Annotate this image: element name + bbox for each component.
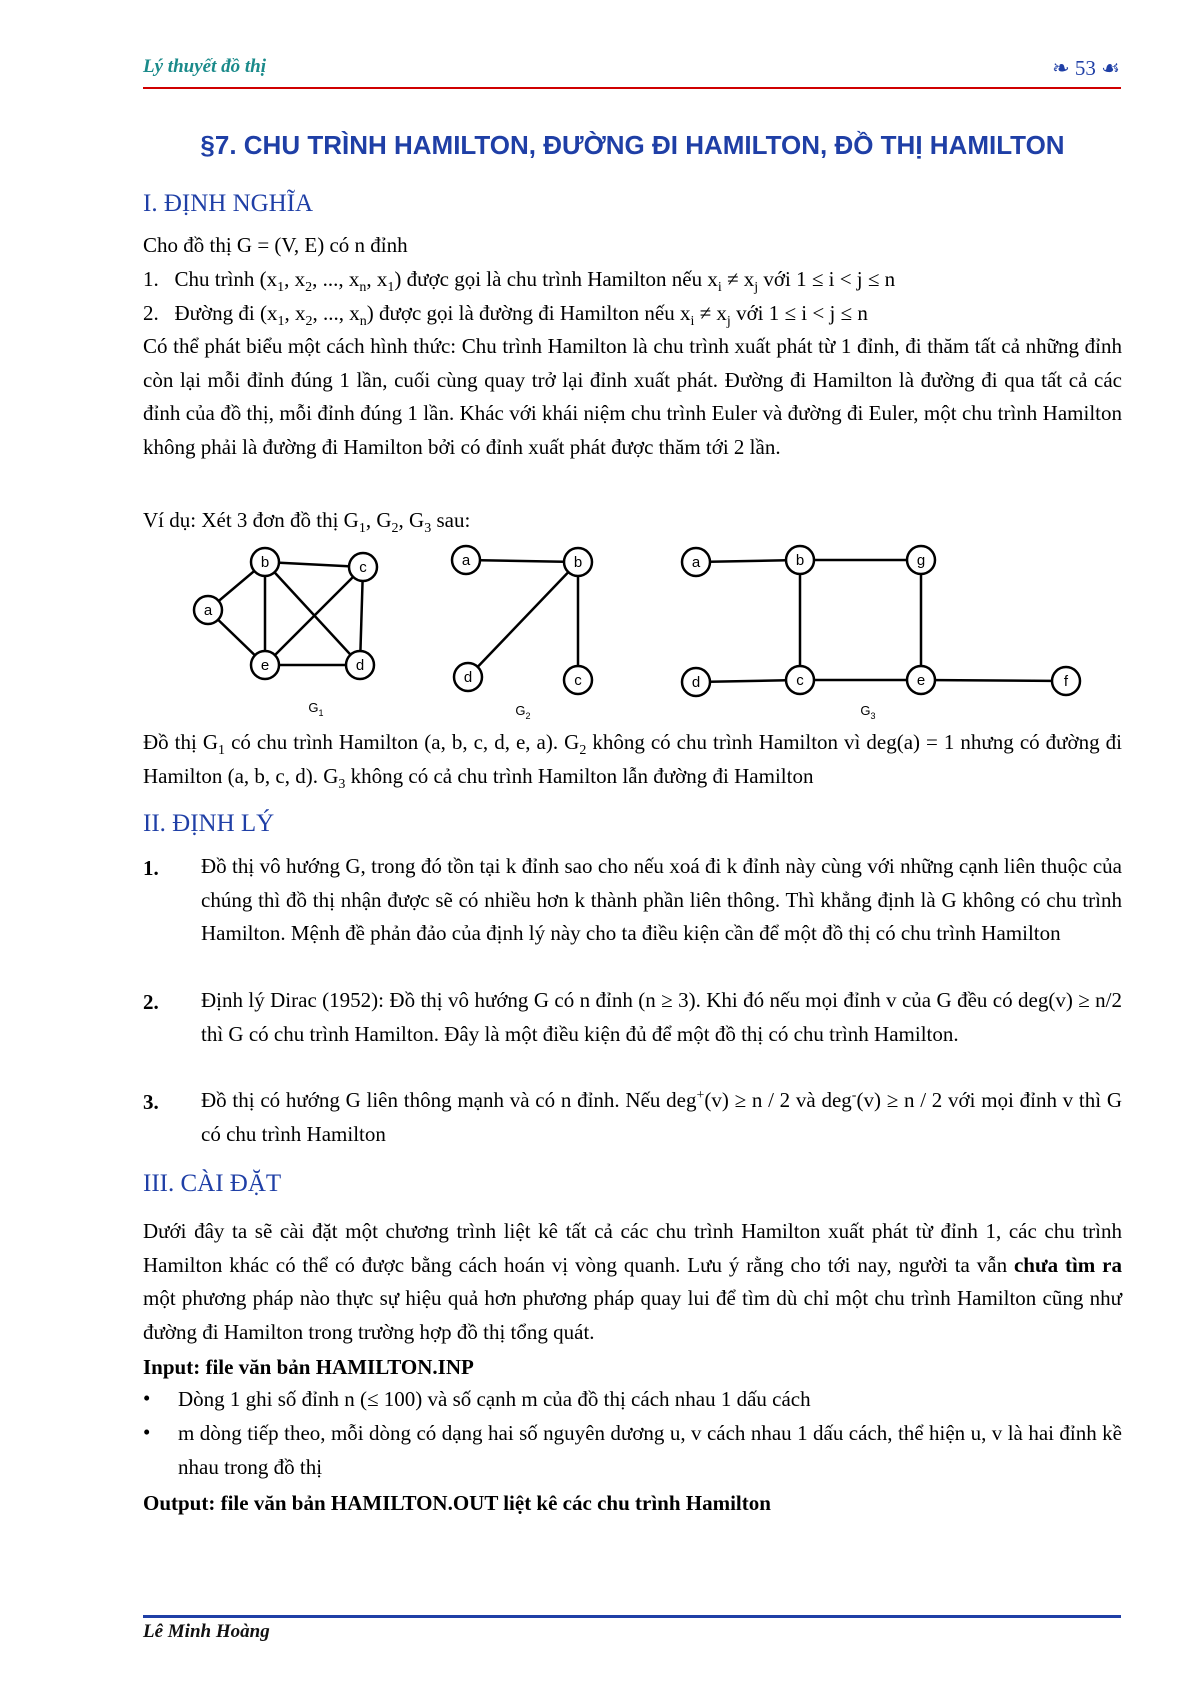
output-label: Output: file văn bản HAMILTON.OUT liệt kê các chu trình Hamilton [143, 1491, 771, 1515]
g3-node-c: c [796, 672, 804, 689]
g2-node-d: d [463, 669, 473, 686]
g1-node-a: a [203, 602, 213, 619]
definition-intro [143, 230, 1122, 260]
page-number: ❧ 53 ☙ [1052, 56, 1120, 80]
footer-rule [143, 1615, 1121, 1618]
bullet-2-marker: • [143, 1420, 151, 1444]
g3-node-b: b [795, 552, 805, 569]
g1-label: $G_1$ [308, 700, 324, 718]
theorem-number-2: 2. [143, 990, 159, 1014]
g3-label: $G_3$ [860, 703, 876, 721]
example-conclusion: Đồ thị $G_1$ có chu trình Hamilton (a, b, c, d, e, a). $G_2$ không có chu trình Hamilton vì deg(a) = 1 nhưng có đường đi Hamilton (a, b, c, d). $G_3$ không có cả chu trình Hamilton lẫn đường đi Hamilton [143, 730, 1122, 792]
g2-label: $G_2$ [515, 703, 531, 721]
footer-author: Lê Minh Hoàng [143, 1621, 270, 1642]
section-implementation-heading: III. CÀI ĐẶT [143, 1170, 282, 1197]
theorem-2: Định lý Dirac (1952): Đồ thị vô hướng G có n đỉnh (n ≥ 3). Khi đó nếu mọi đỉnh v của G đều có deg(v) ≥ n/2 thì G có chu trình Hamilton. Đây là một điều kiện đủ để một đồ thị có chu trình Hamilton. [201, 988, 1122, 1046]
definition-intro-text: Cho đồ thị G = (V, E) có n đỉnh [143, 233, 408, 257]
running-header: Lý thuyết đồ thị [143, 56, 266, 77]
g2-node-a: a [461, 552, 471, 569]
g3-node-a: a [691, 554, 701, 571]
section-theorem-heading: II. ĐỊNH LÝ [143, 810, 275, 837]
definition-item-1: 1. Chu trình ($x_1$, $x_2$, ..., $x_n$, $x_1$) được gọi là chu trình Hamilton nếu $x_i \ne x_j$ với 1 ≤ i < j ≤ n [143, 267, 896, 296]
definition-item-2: 2. Đường đi ($x_1$, $x_2$, ..., $x_n$) được gọi là đường đi Hamilton nếu $x_i \ne x_j$ với 1 ≤ i < j ≤ n [143, 301, 868, 330]
implementation-paragraph: Dưới đây ta sẽ cài đặt một chương trình liệt kê tất cả các chu trình Hamilton xuất phát từ đỉnh 1, các chu trình Hamilton khác có thể có được bằng cách hoán vị vòng quanh. Lưu ý rằng cho tới nay, người ta vẫn chưa tìm ra một phương pháp nào thực sự hiệu quả hơn phương pháp quay lui để tìm dù chỉ một chu trình Hamilton cũng như đường đi Hamilton trong trường hợp đồ thị tổng quát. [143, 1219, 1122, 1344]
graphs-figure [188, 540, 1128, 725]
g3-node-d: d [691, 674, 701, 691]
g1-node-b: b [260, 554, 270, 571]
g2-node-c: c [574, 672, 582, 689]
input-bullet-2: m dòng tiếp theo, mỗi dòng có dạng hai số nguyên dương u, v cách nhau 1 dấu cách, thể hiện u, v là hai đỉnh kề nhau trong đồ thị [178, 1421, 1122, 1479]
theorem-number-1: 1. [143, 856, 159, 880]
g1-node-c: c [359, 559, 367, 576]
section-definition-heading: I. ĐỊNH NGHĨA [143, 190, 314, 217]
page-number-value: 53 [1074, 56, 1096, 80]
page-title: §7. CHU TRÌNH HAMILTON, ĐƯỜNG ĐI HAMILTON, ĐỒ THỊ HAMILTON [200, 130, 1065, 160]
header-rule [143, 87, 1121, 89]
theorem-number-3: 3. [143, 1090, 159, 1114]
g3-node-e: e [916, 672, 926, 689]
theorem-1: Đồ thị vô hướng G, trong đó tồn tại k đỉnh sao cho nếu xoá đi k đỉnh này cùng với những cạnh liên thuộc của chúng thì đồ thị nhận được sẽ có nhiều hơn k thành phần liên thông. Thì khẳng định là G không có chu trình Hamilton. Mệnh đề phản đảo của định lý này cho ta điều kiện cần để một đồ thị có chu trình Hamilton [201, 854, 1122, 945]
bullet-1-marker: • [143, 1386, 151, 1410]
definition-paragraph: Có thể phát biểu một cách hình thức: Chu trình Hamilton là chu trình xuất phát từ 1 đỉnh, đi thăm tất cả những đỉnh còn lại mỗi đỉnh đúng 1 lần, cuối cùng quay trở lại đỉnh xuất phát. Đường đi Hamilton là đường đi qua tất cả các đỉnh của đồ thị, mỗi đỉnh đúng 1 lần. Khác với khái niệm chu trình Euler và đường đi Euler, một chu trình Hamilton không phải là đường đi Hamilton bởi có đỉnh xuất phát được thăm tới 2 lần. [143, 334, 1122, 459]
g1-node-d: d [355, 657, 365, 674]
input-label: Input: file văn bản HAMILTON.INP [143, 1355, 474, 1379]
theorem-3: Đồ thị có hướng G liên thông mạnh và có n đỉnh. Nếu deg+(v) ≥ n / 2 và deg-(v) ≥ n / 2 với mọi đỉnh v thì G có chu trình Hamilton [201, 1088, 1122, 1146]
example-intro: Ví dụ: Xét 3 đơn đồ thị $G_1$, $G_2$, $G_3$ sau: [143, 508, 471, 537]
g3-node-f: f [1063, 673, 1069, 690]
input-bullet-1: Dòng 1 ghi số đỉnh n (≤ 100) và số cạnh m của đồ thị cách nhau 1 dấu cách [178, 1387, 811, 1411]
g3-node-g: g [916, 552, 926, 569]
g2-node-b: b [573, 554, 583, 571]
g1-node-e: e [260, 657, 270, 674]
